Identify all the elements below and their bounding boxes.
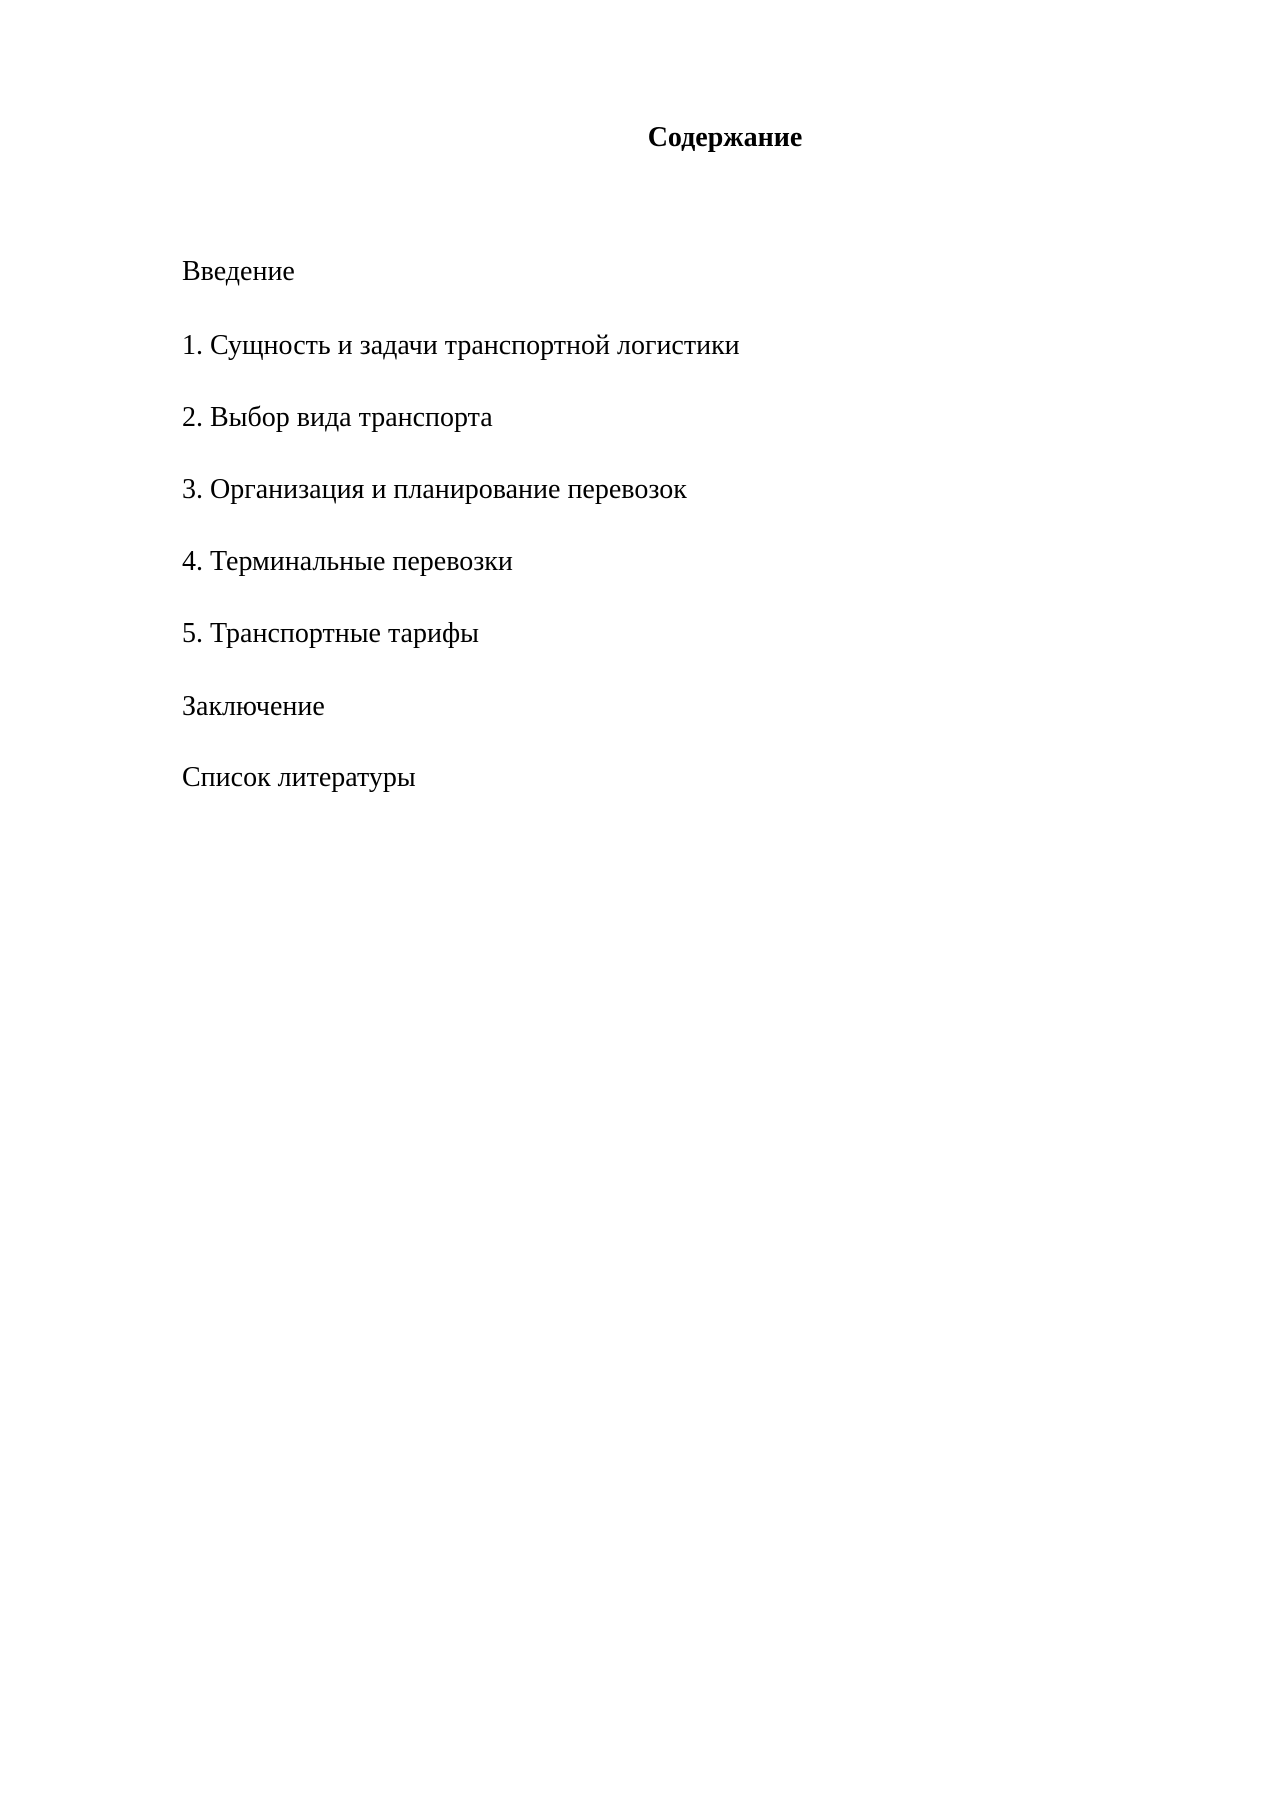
toc-item-chapter-2: 2. Выбор вида транспорта	[182, 402, 493, 433]
toc-item-chapter-1: 1. Сущность и задачи транспортной логистики	[182, 330, 740, 361]
toc-item-chapter-4: 4. Терминальные перевозки	[182, 546, 513, 577]
table-of-contents	[182, 252, 740, 798]
toc-item-chapter-5: 5. Транспортные тарифы	[182, 618, 479, 649]
toc-item-chapter-3: 3. Организация и планирование перевозок	[182, 474, 687, 505]
page-title: Содержание	[647, 122, 803, 153]
toc-item-introduction: Введение	[182, 256, 295, 287]
toc-item-references: Список литературы	[182, 762, 416, 793]
toc-item-conclusion: Заключение	[182, 691, 325, 722]
